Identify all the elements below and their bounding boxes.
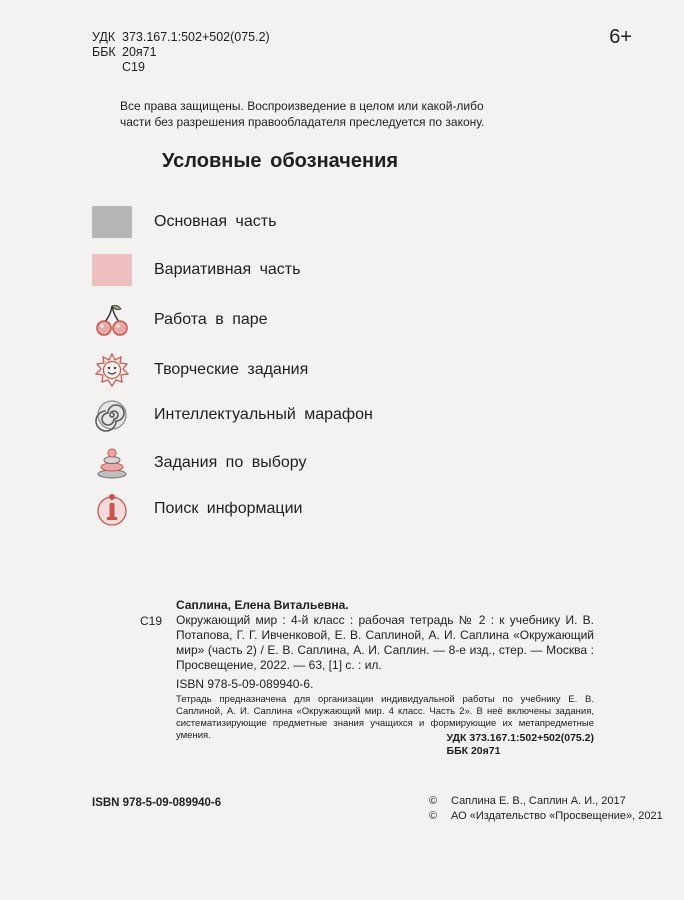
bbk-value: 20я71 xyxy=(122,45,157,59)
udk-value: 373.167.1:502+502(075.2) xyxy=(122,30,270,44)
pyramid-icon xyxy=(94,446,130,480)
age-rating: 6+ xyxy=(609,26,632,48)
udk-bbk-block xyxy=(92,30,270,75)
info-icon xyxy=(94,492,130,526)
gray-swatch-icon xyxy=(92,206,132,238)
footer-isbn: ISBN 978-5-09-089940-6 xyxy=(92,797,222,809)
book-description: Окружающий мир : 4-й класс : рабочая тетрадь № 2 : к учебнику И. В. Потапова, Г. Г. Ивченковой, Е. В. Саплиной, А. И. Саплина «Окружающий мир» (часть 2) / Е. В. Саплина, А. И. Саплин. — 8-е изд., стер. — Москва : Просвещение, 2022. — 63, [1] с. : ил. xyxy=(176,613,594,672)
legend-title: Условные обозначения xyxy=(162,150,399,172)
cherry-icon xyxy=(94,303,130,337)
sun-face-icon xyxy=(94,353,130,387)
legend-item-main-part xyxy=(92,204,276,240)
catalog-code: С19 xyxy=(122,60,145,74)
legend-item-pair-work xyxy=(92,302,268,338)
pink-swatch-icon xyxy=(92,254,132,286)
legend-label: Вариативная часть xyxy=(154,261,301,278)
biblio-classification xyxy=(447,732,594,758)
copyright-block xyxy=(429,794,663,824)
copyright-symbol: © xyxy=(429,810,438,822)
copyright-authors: Саплина Е. В., Саплин А. И., 2017 xyxy=(451,795,626,807)
biblio-udk: УДК 373.167.1:502+502(075.2) xyxy=(446,732,594,744)
legend-item-intellectual-marathon xyxy=(92,397,373,433)
legend-label: Интеллектуальный марафон xyxy=(154,406,373,423)
legend-item-choice-tasks xyxy=(92,445,306,481)
annotation: Тетрадь предназначена для организации индивидуальной работы по учебнику Е. В. Саплиной, А. И. Саплина «Окружающий мир. 4 класс. Часть 2». В неё включены задания, систематизирующие предметные знания учащихся и формирующие их метапредметные умения. xyxy=(176,694,594,741)
legend-label: Основная часть xyxy=(154,213,277,230)
biblio-isbn: ISBN 978-5-09-089940-6. xyxy=(176,677,314,691)
bibliographic-record xyxy=(176,598,594,742)
spiral-icon xyxy=(94,398,130,432)
biblio-code: С19 xyxy=(140,614,163,628)
rights-notice: Все права защищены. Воспроизведение в целом или какой-либо части без разрешения правообладателя преследуется по закону. xyxy=(120,99,485,129)
legend-item-variative-part xyxy=(92,252,300,288)
legend-label: Задания по выбору xyxy=(154,454,307,471)
legend-item-creative-tasks xyxy=(92,352,308,388)
legend-label: Работа в паре xyxy=(154,311,268,328)
bbk-label: ББК xyxy=(92,45,116,59)
udk-label: УДК xyxy=(92,30,116,44)
copyright-publisher: АО «Издательство «Просвещение», 2021 xyxy=(451,810,663,822)
biblio-bbk: ББК 20я71 xyxy=(446,745,501,757)
copyright-symbol: © xyxy=(429,795,438,807)
legend-item-info-search xyxy=(92,491,302,527)
legend-label: Творческие задания xyxy=(154,361,309,378)
author-name: Саплина, Елена Витальевна. xyxy=(176,598,349,612)
legend-label: Поиск информации xyxy=(154,500,303,517)
